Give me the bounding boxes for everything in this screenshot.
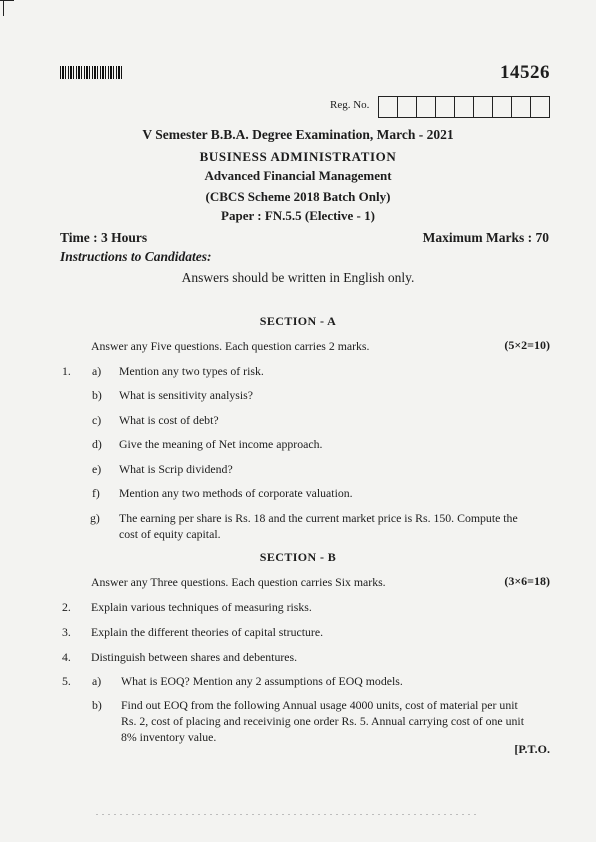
sub-question-label: b) — [92, 388, 102, 402]
question-text: Explain the different theories of capital structure. — [91, 625, 324, 639]
pto-marker: [P.T.O. — [514, 742, 550, 756]
reg-box — [511, 96, 531, 118]
subject-title: BUSINESS ADMINISTRATION — [199, 149, 397, 164]
reg-box — [454, 96, 474, 118]
sub-question-text: What is EOQ? Mention any 2 assumptions of EOQ models. — [121, 674, 403, 688]
section-a-marks: (5×2=10) — [504, 338, 550, 352]
sub-question-text: Find out EOQ from the following Annual usage 4000 units, cost of material per unit — [121, 698, 518, 712]
paper-code: 14526 — [500, 62, 550, 83]
reg-no-label: Reg. No. — [330, 99, 370, 111]
reg-box — [530, 96, 550, 118]
exam-title: V Semester B.B.A. Degree Examination, March - 2021 — [142, 127, 454, 142]
section-b-directive: Answer any Three questions. Each question carries Six marks. — [91, 575, 386, 589]
reg-box — [416, 96, 436, 118]
sub-question-text: Mention any two types of risk. — [119, 364, 264, 378]
barcode — [60, 66, 122, 79]
sub-question-text: Give the meaning of Net income approach. — [119, 437, 323, 451]
sub-question-label: e) — [92, 462, 102, 476]
question-text: Explain various techniques of measuring risks. — [91, 600, 312, 614]
reg-no-boxes — [379, 96, 550, 118]
time-allowed: Time : 3 Hours — [60, 230, 148, 245]
reg-box — [378, 96, 398, 118]
paper-title: Paper : FN.5.5 (Elective - 1) — [221, 208, 375, 223]
sub-question-label: b) — [92, 698, 102, 712]
corner-crop-mark-vertical — [3, 0, 4, 16]
sub-question-text: What is cost of debt? — [119, 413, 219, 427]
reg-box — [492, 96, 512, 118]
section-a-directive: Answer any Five questions. Each question carries 2 marks. — [91, 339, 370, 353]
instructions-heading: Instructions to Candidates: — [60, 249, 212, 264]
sub-question-text-continued: Rs. 2, cost of placing and receivinig one order Rs. 5. Annual carrying cost of one unit — [121, 714, 524, 728]
question-text: Distinguish between shares and debentures. — [91, 650, 298, 664]
course-title: Advanced Financial Management — [204, 168, 392, 183]
section-b-marks: (3×6=18) — [504, 574, 550, 588]
sub-question-label: g) — [90, 511, 100, 525]
sub-question-text: What is sensitivity analysis? — [119, 388, 254, 402]
scheme-title: (CBCS Scheme 2018 Batch Only) — [205, 189, 391, 204]
question-number: 5. — [62, 674, 71, 688]
question-number: 4. — [62, 650, 71, 664]
maximum-marks: Maximum Marks : 70 — [422, 230, 549, 245]
section-b-heading: SECTION - B — [259, 550, 337, 564]
sub-question-label: a) — [92, 674, 102, 688]
reg-box — [435, 96, 455, 118]
instruction-text: Answers should be written in English only. — [181, 270, 415, 285]
sub-question-text: Mention any two methods of corporate valuation. — [119, 486, 353, 500]
sub-question-text: What is Scrip dividend? — [119, 462, 233, 476]
sub-question-label: f) — [92, 486, 100, 500]
sub-question-label: d) — [92, 437, 102, 451]
sub-question-label: c) — [92, 413, 102, 427]
question-number: 3. — [62, 625, 71, 639]
question-number: 1. — [62, 364, 71, 378]
section-a-heading: SECTION - A — [259, 314, 337, 328]
sub-question-text-continued: 8% inventory value. — [121, 730, 217, 744]
reg-box — [473, 96, 493, 118]
sub-question-text-continued: cost of equity capital. — [119, 527, 221, 541]
sub-question-label: a) — [92, 364, 102, 378]
reg-box — [397, 96, 417, 118]
question-number: 2. — [62, 600, 71, 614]
bottom-dotted-line — [96, 814, 476, 815]
sub-question-text: The earning per share is Rs. 18 and the current market price is Rs. 150. Compute the — [119, 511, 518, 525]
